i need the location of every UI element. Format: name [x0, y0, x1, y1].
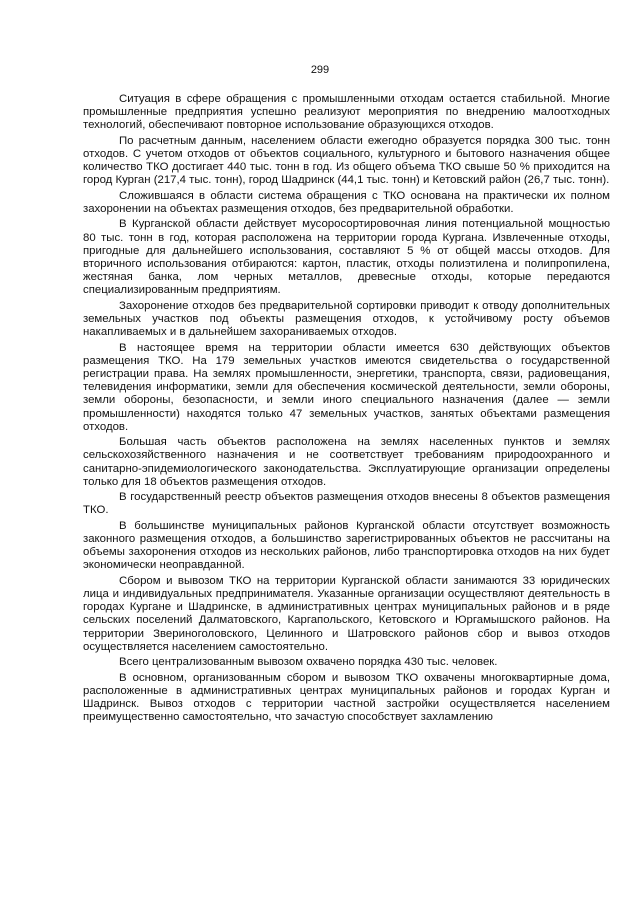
paragraph-5: Захоронение отходов без предварительной сортировки приводит к отводу дополнительных земельных участков под объекты размещения отходов, к устойчивому росту объемов накапливаемых и в дальнейшем захораниваемых отходов. — [83, 299, 610, 339]
paragraph-4: В Курганской области действует мусоросортировочная линия потенциальной мощностью 80 тыс. тонн в год, которая расположена на территории города Кургана. Извлеченные отходы, пригодные для дальнейшего использования, составляют 5 % от общей массы отходов. Для вторичного использования отбираются: картон, пластик, отходы полиэтилена и полипропилена, жестяная банка, лом черных металлов, древесные отходы, которые передаются специализированным предприятиям. — [83, 218, 610, 297]
paragraph-3: Сложившаяся в области система обращения с ТКО основана на практически их полном захоронении на объектах размещения отходов, без предварительной обработки. — [83, 189, 610, 215]
paragraph-10: Сбором и вывозом ТКО на территории Курганской области занимаются 33 юридических лица и индивидуальных предпринимателя. Указанные организации осуществляют деятельность в городах Кургане и Шадринске, в административных центрах муниципальных районов и в ряде сельских поселений Далматовского, Каргапольского, Кетовского и Юргамышского районов. На территории Звериноголовского, Целинного и Шатровского районов сбор и вывоз отходов осуществляется населением самостоятельно. — [83, 574, 610, 653]
paragraph-7: Большая часть объектов расположена на землях населенных пунктов и землях сельскохозяйственного назначения и не соответствует требованиям природоохранного и санитарно-эпидемиологического законодательства. Эксплуатирующие организации определены только для 18 объектов размещения отходов. — [83, 436, 610, 488]
paragraph-9: В большинстве муниципальных районов Курганской области отсутствует возможность законного размещения отходов, а большинство зарегистрированных объектов не рассчитаны на объемы захоронения отходов из нескольких районов, либо транспортировка отходов на них будет экономически неоправданной. — [83, 519, 610, 572]
page-number: 299 — [310, 64, 330, 76]
paragraph-11: Всего централизованным вывозом охвачено порядка 430 тыс. человек. — [119, 656, 498, 669]
paragraph-2: По расчетным данным, населением области ежегодно образуется порядка 300 тыс. тонн отходов. С учетом отходов от объектов социального, культурного и бытового назначения общее количество ТКО достигает 440 тыс. тонн в год. Из общего объема ТКО свыше 50 % приходится на город Курган (217,4 тыс. тонн), город Шадринск (44,1 тыс. тонн) и Кетовский район (26,7 тыс. тонн). — [83, 134, 610, 187]
body-text — [83, 93, 610, 727]
paragraph-1: Ситуация в сфере обращения с промышленными отходам остается стабильной. Многие промышленные предприятия успешно реализуют мероприятия по внедрению малоотходных технологий, обеспечивают повторное использование образующихся отходов. — [83, 93, 610, 132]
paragraph-8: В государственный реестр объектов размещения отходов внесены 8 объектов размещения ТКО. — [83, 491, 610, 517]
paragraph-12: В основном, организованным сбором и вывозом ТКО охвачены многоквартирные дома, расположенные в административных центрах муниципальных районов и городах Курган и Шадринск. Вывоз отходов с территории частной застройки осуществляется населением преимущественно самостоятельно, что зачастую способствует захламлению — [83, 671, 610, 724]
paragraph-6: В настоящее время на территории области имеется 630 действующих объектов размещения ТКО. На 179 земельных участков имеются свидетельства о государственной регистрации права. На землях промышленности, энергетики, транспорта, связи, радиовещания, телевидения информатики, земли для обеспечения космической деятельности, земли обороны, земли обороны, безопасности, и земли иного специального назначения (далее — земли промышленности) находятся только 47 земельных участков, занятых объектами размещения отходов. — [83, 341, 610, 433]
